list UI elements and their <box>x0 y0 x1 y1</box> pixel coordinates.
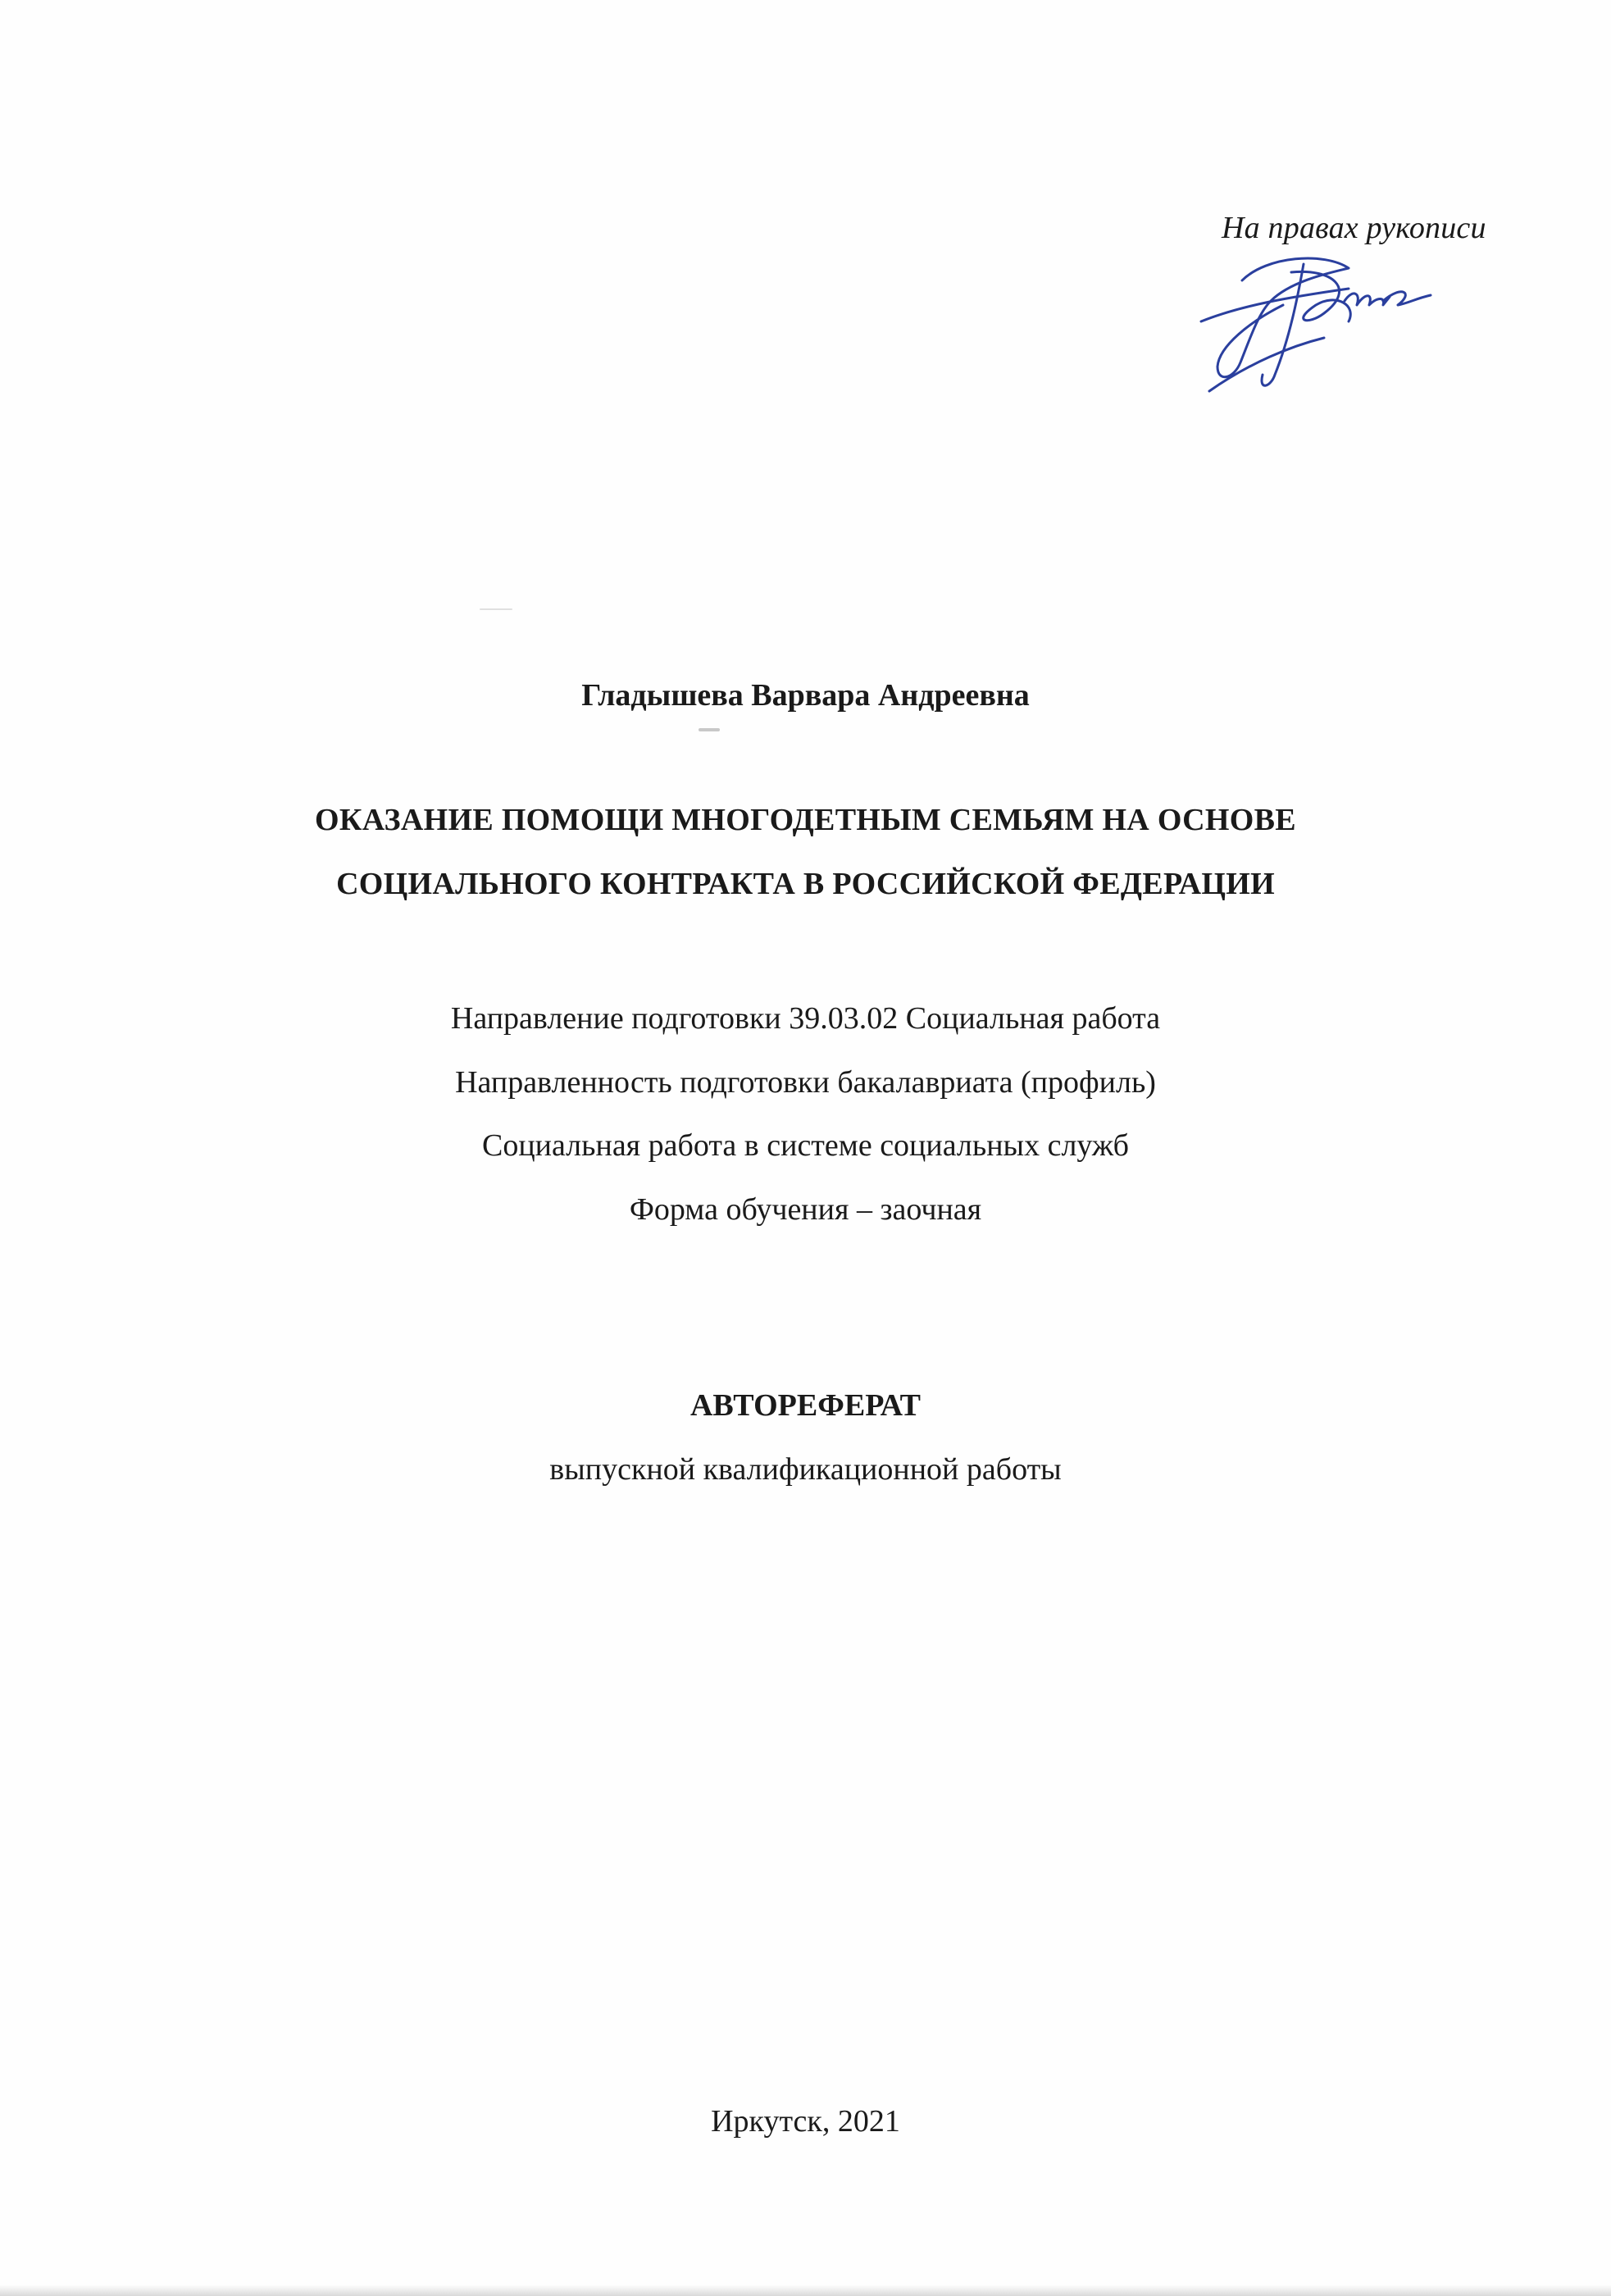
handwritten-signature <box>1193 223 1439 399</box>
training-orientation: Направленность подготовки бакалавриата (профиль) <box>455 1065 1156 1100</box>
document-subtype: выпускной квалификационной работы <box>549 1452 1062 1487</box>
scan-edge <box>0 2285 1611 2296</box>
author-name: Гладышева Варвара Андреевна <box>581 678 1030 713</box>
document-type: АВТОРЕФЕРАТ <box>689 1388 922 1423</box>
scan-speck <box>480 608 512 610</box>
city-and-year: Иркутск, 2021 <box>711 2104 900 2139</box>
training-direction: Направление подготовки 39.03.02 Социальная работа <box>450 1001 1161 1036</box>
study-form: Форма обучения – заочная <box>629 1192 982 1227</box>
work-title-line-1: ОКАЗАНИЕ ПОМОЩИ МНОГОДЕТНЫМ СЕМЬЯМ НА ОСНОВЕ <box>315 803 1296 837</box>
training-profile: Социальная работа в системе социальных служб <box>481 1128 1130 1163</box>
work-title-line-2: СОЦИАЛЬНОГО КОНТРАКТА В РОССИЙСКОЙ ФЕДЕРАЦИИ <box>336 867 1275 901</box>
scan-speck <box>699 728 720 731</box>
manuscript-note: На правах рукописи <box>1222 211 1486 245</box>
